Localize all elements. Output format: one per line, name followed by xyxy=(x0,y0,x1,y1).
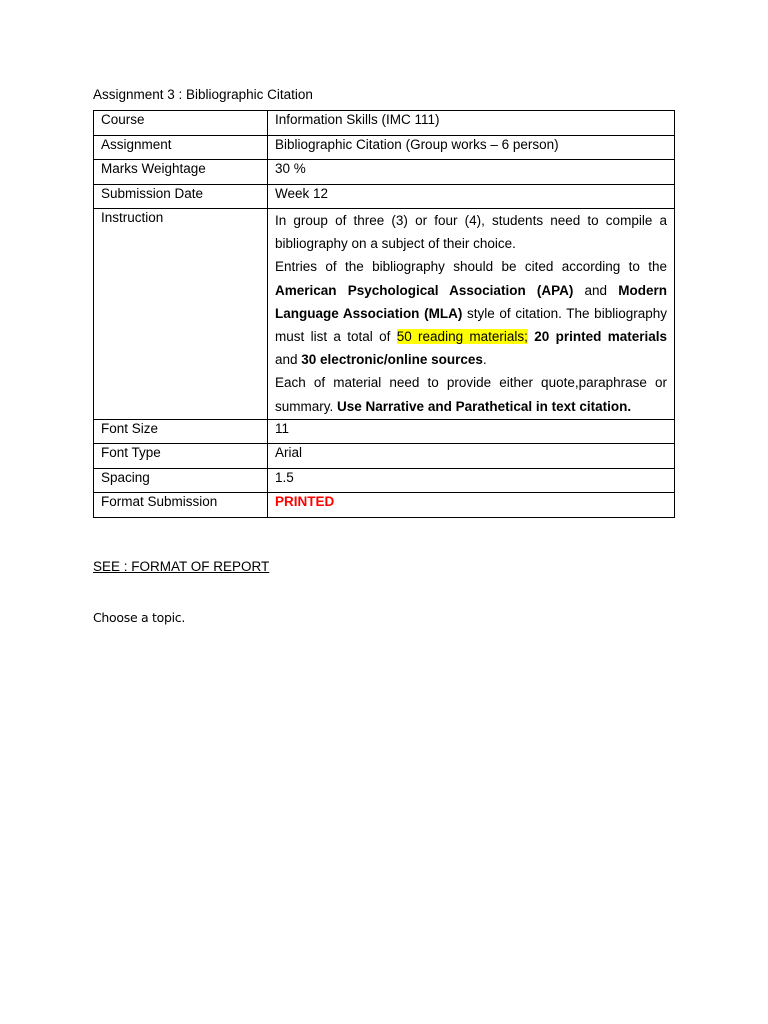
row-value: 30 % xyxy=(268,160,675,185)
text-span: Entries of the bibliography should be cited according to the xyxy=(275,259,667,275)
mla-bold-text: Modern Language Association (MLA) xyxy=(275,282,667,321)
row-label: Font Type xyxy=(94,444,268,469)
row-label: Course xyxy=(94,111,268,136)
table-row-font-type xyxy=(94,444,675,469)
table-row-marks-weightage xyxy=(94,160,675,185)
table-row-course xyxy=(94,111,675,136)
row-value: 1.5 xyxy=(268,468,675,493)
row-value: Bibliographic Citation (Group works – 6 person) xyxy=(268,135,675,160)
instruction-text xyxy=(268,209,675,420)
highlighted-text: 50 reading materials; xyxy=(396,329,528,345)
row-label: Instruction xyxy=(94,209,268,420)
table-row-assignment xyxy=(94,135,675,160)
row-value: 11 xyxy=(268,419,675,444)
apa-bold-text: American Psychological Association (APA) xyxy=(275,282,574,298)
printed-value: PRINTED xyxy=(275,494,335,510)
text-span: . xyxy=(482,352,487,368)
row-value: Week 12 xyxy=(268,184,675,209)
see-format-link[interactable]: SEE : FORMAT OF REPORT xyxy=(93,559,270,574)
table-row-font-size xyxy=(94,419,675,444)
table-row-format-submission xyxy=(94,493,675,518)
assignment-table xyxy=(93,110,675,518)
instruction-paragraph-3 xyxy=(275,371,667,417)
row-label: Marks Weightage xyxy=(94,160,268,185)
online-sources-bold: 30 electronic/online sources xyxy=(301,352,483,368)
row-value: Arial xyxy=(268,444,675,469)
choose-topic-text: Choose a topic. xyxy=(93,610,186,625)
document-title: Assignment 3 : Bibliographic Citation xyxy=(93,87,313,102)
table-row-spacing xyxy=(94,468,675,493)
instruction-paragraph-1: In group of three (3) or four (4), students need to compile a bibliography on a subject of their choice. xyxy=(275,213,667,252)
text-span: style of citation. The bibliography must list a total of xyxy=(275,305,667,345)
instruction-paragraph-2 xyxy=(275,255,667,371)
table-row-submission-date xyxy=(94,184,675,209)
table-row-instruction xyxy=(94,209,675,420)
citation-bold-text: Use Narrative and Parathetical in text citation. xyxy=(337,398,632,414)
row-label: Font Size xyxy=(94,419,268,444)
row-value xyxy=(268,493,675,518)
row-label: Format Submission xyxy=(94,493,268,518)
row-label: Assignment xyxy=(94,135,268,160)
text-span: Each of material need to provide either quote,paraphrase or summary. xyxy=(275,375,667,414)
text-span: and xyxy=(275,352,302,368)
printed-materials-bold: 20 printed materials xyxy=(534,329,667,345)
text-span: and xyxy=(573,282,619,298)
row-label: Spacing xyxy=(94,468,268,493)
row-label: Submission Date xyxy=(94,184,268,209)
row-value: Information Skills (IMC 111) xyxy=(268,111,675,136)
